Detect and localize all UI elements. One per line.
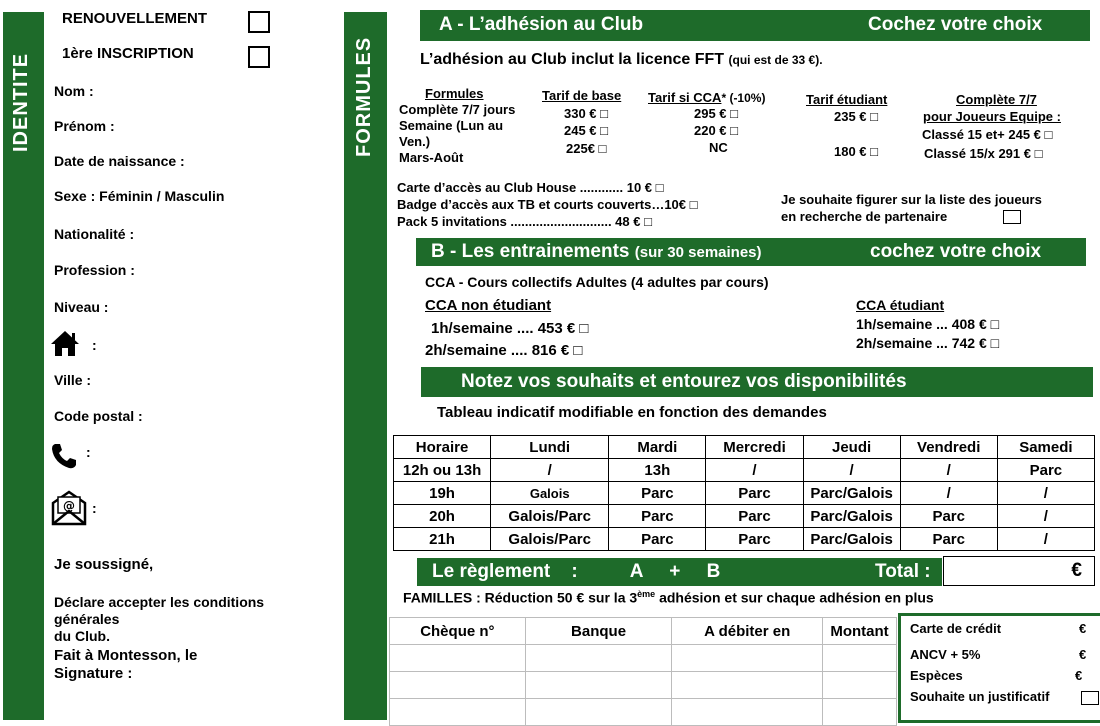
reglement-header	[417, 558, 942, 586]
formule-semaine-1: Semaine (Lun au	[399, 118, 504, 133]
payment-options-box	[898, 613, 1100, 723]
section-b-title	[431, 241, 762, 263]
declare-text-3: du Club.	[54, 628, 110, 644]
renouvellement-checkbox[interactable]	[248, 11, 270, 33]
banque-cell[interactable]	[525, 645, 672, 672]
declare-text-1: Déclare accepter les conditions	[54, 594, 265, 610]
payment-header: Chèque n°	[390, 618, 526, 645]
inscription-checkbox[interactable]	[248, 46, 270, 68]
soussigne-text: Je soussigné,	[54, 556, 154, 573]
licence-intro-text: L’adhésion au Club inclut la licence FFT	[420, 51, 725, 68]
section-b-title-note: (sur 30 semaines)	[634, 244, 762, 261]
montant-cell[interactable]	[823, 672, 897, 699]
montant-cell[interactable]	[823, 645, 897, 672]
cca-mars-aout: NC	[709, 140, 728, 155]
table-row	[394, 459, 1095, 482]
formules-label: FORMULES	[353, 36, 375, 157]
section-a-header	[420, 10, 1090, 41]
justificatif-checkbox[interactable]	[1081, 691, 1099, 705]
section-a-title: A - L’adhésion au Club	[439, 14, 644, 35]
equipe-classe-15[interactable]: Classé 15 et+ 245 € □	[922, 127, 1053, 142]
debit-cell[interactable]	[672, 672, 823, 699]
partenaire-checkbox[interactable]	[1003, 210, 1021, 224]
col-formules-header: Formules	[425, 86, 484, 101]
schedule-cell[interactable]: Parc	[706, 505, 803, 528]
table-row	[394, 482, 1095, 505]
schedule-cell[interactable]: /	[491, 459, 609, 482]
col-etudiant-header: Tarif étudiant	[806, 92, 888, 107]
col-cca-header	[648, 90, 765, 105]
telephone-label: :	[86, 444, 91, 460]
base-complete[interactable]: 330 € □	[564, 106, 608, 121]
schedule-cell[interactable]: Parc/Galois	[803, 482, 900, 505]
schedule-header: Samedi	[997, 436, 1094, 459]
code-postal-label: Code postal :	[54, 408, 143, 424]
email-label: :	[92, 500, 97, 516]
schedule-cell[interactable]: Galois	[491, 482, 609, 505]
section-a-choice: Cochez votre choix	[868, 14, 1043, 35]
schedule-header: Mercredi	[706, 436, 803, 459]
payment-header: Banque	[525, 618, 672, 645]
home-icon	[50, 329, 80, 357]
payment-header-row	[390, 618, 897, 645]
partenaire-text-1: Je souhaite figurer sur la liste des joueurs	[781, 192, 1042, 207]
extra-badge[interactable]: Badge d’accès aux TB et courts couverts…10€ □	[397, 197, 698, 212]
option-especes-unit: €	[1075, 668, 1083, 683]
table-row	[394, 528, 1095, 551]
col-base-header: Tarif de base	[542, 88, 622, 103]
etudiant-mars-aout[interactable]: 180 € □	[834, 144, 878, 159]
nom-label: Nom :	[54, 83, 94, 99]
col-equipe-header-1: Complète 7/7	[956, 92, 1037, 107]
schedule-cell[interactable]: Parc	[706, 482, 803, 505]
reglement-total-label: Total :	[875, 561, 931, 582]
schedule-cell[interactable]: Parc/Galois	[803, 505, 900, 528]
base-semaine[interactable]: 245 € □	[564, 123, 608, 138]
option-ancv[interactable]: ANCV + 5%	[910, 647, 981, 662]
souhaits-title: Notez vos souhaits et entourez vos disponibilités	[461, 371, 907, 392]
total-currency: €	[1071, 560, 1082, 581]
inscription-label: 1ère INSCRIPTION	[62, 45, 194, 62]
total-field[interactable]	[943, 556, 1095, 586]
fait-a-text: Fait à Montesson, le	[54, 647, 198, 664]
adresse-label: :	[92, 337, 97, 353]
familles-text-sup: ème	[637, 589, 656, 599]
email-icon	[50, 489, 88, 527]
payment-header: A débiter en	[672, 618, 823, 645]
schedule-header: Mardi	[609, 436, 706, 459]
formule-complete: Complète 7/7 jours	[399, 102, 516, 117]
schedule-cell[interactable]: Parc	[997, 459, 1094, 482]
schedule-cell[interactable]: /	[900, 482, 997, 505]
schedule-cell[interactable]: Galois/Parc	[491, 505, 609, 528]
signature-label: Signature :	[54, 665, 133, 682]
cca-complete[interactable]: 295 € □	[694, 106, 738, 121]
cca-semaine[interactable]: 220 € □	[694, 123, 738, 138]
reglement-title: Le règlement : A + B	[432, 561, 721, 582]
banque-cell[interactable]	[525, 699, 672, 726]
col-cca-label: Tarif si CCA	[648, 90, 722, 105]
schedule-cell[interactable]: Parc	[609, 528, 706, 551]
option-especes[interactable]: Espèces	[910, 668, 963, 683]
schedule-cell[interactable]: Parc	[609, 505, 706, 528]
option-carte-unit: €	[1079, 621, 1087, 636]
schedule-header-row	[394, 436, 1095, 459]
schedule-cell[interactable]: Parc	[609, 482, 706, 505]
extra-club-house[interactable]: Carte d’accès au Club House ............ 10 € □	[397, 180, 664, 195]
schedule-cell[interactable]: 13h	[609, 459, 706, 482]
schedule-cell[interactable]: Parc	[900, 528, 997, 551]
cca-non-etudiant-title: CCA non étudiant	[425, 297, 552, 314]
schedule-cell: 20h	[394, 505, 491, 528]
souhaits-subtitle: Tableau indicatif modifiable en fonction des demandes	[437, 404, 827, 421]
svg-text:@: @	[63, 499, 75, 513]
souhaits-header	[421, 367, 1093, 397]
naissance-label: Date de naissance :	[54, 153, 185, 169]
renouvellement-label: RENOUVELLEMENT	[62, 10, 208, 27]
schedule-cell[interactable]: /	[997, 505, 1094, 528]
cca-title: CCA - Cours collectifs Adultes (4 adultes par cours)	[425, 274, 769, 290]
table-row	[390, 699, 897, 726]
payment-table	[389, 617, 897, 726]
prenom-label: Prénom :	[54, 118, 115, 134]
equipe-classe-15x[interactable]: Classé 15/x 291 € □	[924, 146, 1043, 161]
licence-intro-note: (qui est de 33 €).	[728, 53, 823, 67]
schedule-table	[393, 435, 1095, 551]
table-row	[394, 505, 1095, 528]
ville-label: Ville :	[54, 372, 92, 388]
schedule-cell[interactable]: Parc	[706, 528, 803, 551]
table-row	[390, 645, 897, 672]
schedule-header: Lundi	[491, 436, 609, 459]
debit-cell[interactable]	[672, 699, 823, 726]
schedule-cell[interactable]: Parc	[900, 505, 997, 528]
schedule-header: Horaire	[394, 436, 491, 459]
schedule-cell[interactable]: /	[706, 459, 803, 482]
schedule-cell[interactable]: /	[997, 482, 1094, 505]
partenaire-text-2: en recherche de partenaire	[781, 209, 948, 224]
familles-text-b: adhésion et sur chaque adhésion en plus	[655, 589, 934, 606]
cca-non-etudiant-1h[interactable]: 1h/semaine .... 453 € □	[431, 320, 589, 337]
phone-icon	[50, 442, 78, 470]
base-mars-aout[interactable]: 225€ □	[566, 141, 607, 156]
col-cca-note: * (-10%)	[721, 91, 766, 105]
schedule-cell: 21h	[394, 528, 491, 551]
cca-etudiant-title: CCA étudiant	[856, 297, 945, 313]
schedule-cell[interactable]: Galois/Parc	[491, 528, 609, 551]
schedule-cell[interactable]: /	[997, 528, 1094, 551]
justificatif-label: Souhaite un justificatif	[910, 689, 1050, 704]
payment-header: Montant	[823, 618, 897, 645]
schedule-cell: 19h	[394, 482, 491, 505]
option-ancv-unit: €	[1079, 647, 1087, 662]
identite-label: IDENTITE	[10, 52, 32, 152]
formule-semaine-2: Ven.)	[399, 134, 431, 149]
cheque-cell[interactable]	[390, 672, 526, 699]
schedule-cell: 12h ou 13h	[394, 459, 491, 482]
table-row	[390, 672, 897, 699]
cheque-cell[interactable]	[390, 699, 526, 726]
profession-label: Profession :	[54, 262, 135, 278]
section-b-title-text: B - Les entrainements	[431, 241, 630, 262]
cca-non-etudiant-2h[interactable]: 2h/semaine .... 816 € □	[425, 342, 583, 359]
schedule-cell[interactable]: Parc/Galois	[803, 528, 900, 551]
niveau-label: Niveau :	[54, 299, 109, 315]
section-b-choice: cochez votre choix	[870, 241, 1042, 262]
cca-etudiant-1h[interactable]: 1h/semaine ... 408 € □	[856, 316, 1000, 332]
section-b-header	[416, 238, 1086, 266]
etudiant-complete[interactable]: 235 € □	[834, 109, 878, 124]
cca-etudiant-2h[interactable]: 2h/semaine ... 742 € □	[856, 335, 1000, 351]
schedule-header: Jeudi	[803, 436, 900, 459]
col-equipe-header-2: pour Joueurs Equipe :	[923, 109, 1061, 124]
debit-cell[interactable]	[672, 645, 823, 672]
schedule-header: Vendredi	[900, 436, 997, 459]
cheque-cell[interactable]	[390, 645, 526, 672]
declare-text-2: générales	[54, 611, 120, 627]
extra-invitations[interactable]: Pack 5 invitations ............................ 48 € □	[397, 214, 652, 229]
nationalite-label: Nationalité :	[54, 226, 135, 242]
formule-mars-aout: Mars-Août	[399, 150, 464, 165]
familles-text	[403, 589, 934, 606]
familles-text-a: FAMILLES : Réduction 50 € sur la 3	[403, 589, 638, 606]
schedule-cell[interactable]: /	[900, 459, 997, 482]
option-carte[interactable]: Carte de crédit	[910, 621, 1002, 636]
sexe-label: Sexe : Féminin / Masculin	[54, 188, 225, 204]
licence-intro	[420, 51, 823, 69]
montant-cell[interactable]	[823, 699, 897, 726]
banque-cell[interactable]	[525, 672, 672, 699]
schedule-cell[interactable]: /	[803, 459, 900, 482]
